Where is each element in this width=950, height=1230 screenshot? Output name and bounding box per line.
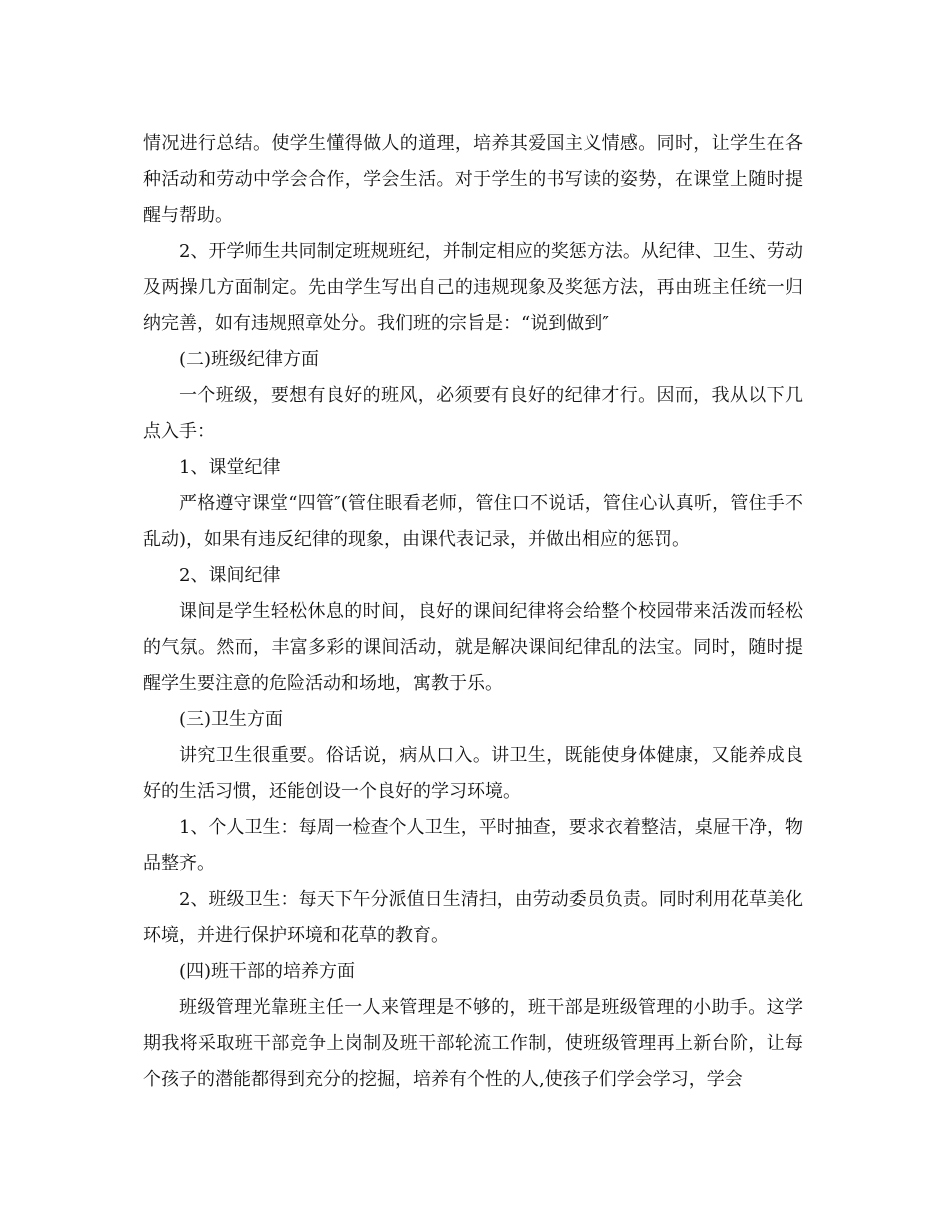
paragraph-5: 课间是学生轻松休息的时间，良好的课间纪律将会给整个校园带来活泼而轻松的气氛。然而，丰富多彩的课间活动，就是解决课间纪律乱的法宝。同时，随时提醒学生要注意的危险活动和场地，寓教于乐。 (143, 601, 803, 694)
paragraph-4: 严格遵守课堂“四管″(管住眼看老师，管住口不说话，管住心认真听，管住手不乱动)，如果有违反纪律的现象，由课代表记录，并做出相应的惩罚。 (143, 493, 803, 550)
paragraph-7: 1、个人卫生：每周一检查个人卫生，平时抽查，要求衣着整洁，桌屉干净，物品整齐。 (143, 817, 803, 874)
paragraph-1: 情况进行总结。使学生懂得做人的道理，培养其爱国主义情感。同时，让学生在各种活动和劳动中学会合作，学会生活。对于学生的书写读的姿势，在课堂上随时提醒与帮助。 (143, 133, 803, 226)
paragraph-9: 班级管理光靠班主任一人来管理是不够的，班干部是班级管理的小助手。这学期我将采取班干部竞争上岗制及班干部轮流工作制，使班级管理再上新台阶，让每个孩子的潜能都得到充分的挖掘，培养有个性的人,使孩子们学会学习，学会 (143, 997, 803, 1090)
section-heading-discipline: (二)班级纪律方面 (179, 349, 320, 370)
paragraph-3: 一个班级，要想有良好的班风，必须要有良好的纪律才行。因而，我从以下几点入手： (143, 385, 803, 442)
subheading-break-discipline: 2、课间纪律 (179, 565, 281, 586)
section-heading-hygiene: (三)卫生方面 (179, 709, 284, 730)
section-heading-class-cadres: (四)班干部的培养方面 (179, 961, 356, 982)
paragraph-8: 2、班级卫生：每天下午分派值日生清扫，由劳动委员负责。同时利用花草美化环境，并进行保护环境和花草的教育。 (143, 889, 803, 946)
subheading-classroom-discipline: 1、课堂纪律 (179, 457, 281, 478)
paragraph-6: 讲究卫生很重要。俗话说，病从口入。讲卫生，既能使身体健康，又能养成良好的生活习惯，还能创设一个良好的学习环境。 (143, 745, 803, 802)
paragraph-2: 2、开学师生共同制定班规班纪，并制定相应的奖惩方法。从纪律、卫生、劳动及两操几方面制定。先由学生写出自己的违规现象及奖惩方法，再由班主任统一归纳完善，如有违规照章处分。我们班的宗旨是：“说到做到″ (143, 241, 803, 334)
document-body (143, 126, 803, 1098)
